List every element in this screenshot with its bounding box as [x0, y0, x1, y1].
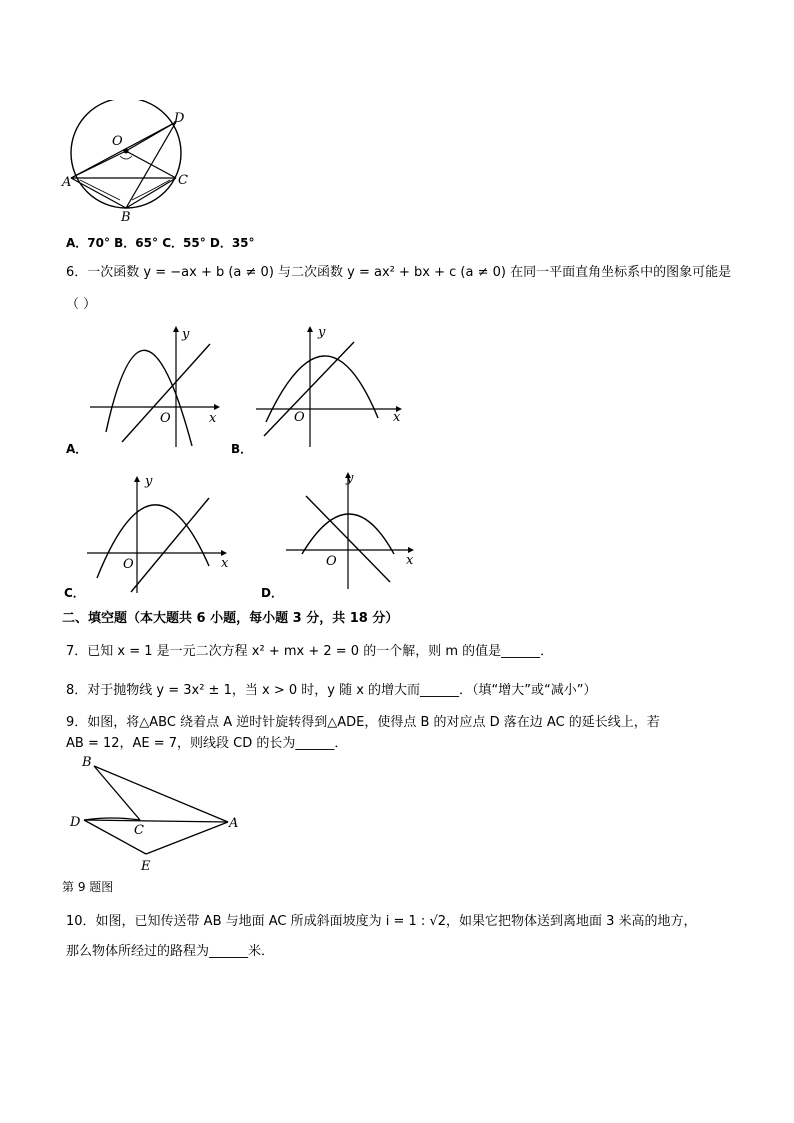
q5-angle-arc	[120, 156, 132, 159]
q6c-x-label: x	[221, 556, 229, 571]
q6-option-a-label: A．	[66, 442, 88, 456]
q6b-x-label: x	[393, 410, 401, 425]
q6c-parabola	[97, 505, 209, 578]
q6b-y-arrow-icon	[307, 326, 313, 332]
q6b-y-label: y	[318, 325, 326, 340]
q9-segment-da	[84, 820, 228, 822]
q6-option-d-label: D．	[261, 586, 283, 600]
q6-graph-a	[88, 322, 228, 447]
q10-line2: 那么物体所经过的路程为______米．	[66, 944, 275, 959]
q9-label-a: A	[229, 816, 239, 831]
q9-label-d: D	[70, 815, 81, 830]
q6-graph-d	[284, 464, 424, 589]
q9-caption: 第 9 题图	[62, 880, 114, 894]
q6d-x-label: x	[406, 553, 414, 568]
q6a-origin: O	[160, 411, 171, 426]
q6a-parabola	[106, 350, 192, 446]
q8-text: 8．对于抛物线 y = 3x² ± 1，当 x > 0 时，y 随 x 的增大而______．（填“增大”或“减小”）	[66, 683, 597, 698]
q6-stem: 6．一次函数 y = −ax + b (a ≠ 0) 与二次函数 y = ax² + bx + c (a ≠ 0) 在同一平面直角坐标系中的图象可能是	[66, 265, 732, 280]
q5-label-a: A	[62, 175, 72, 190]
q6c-origin: O	[123, 557, 134, 572]
q5-label-d: D	[174, 111, 185, 126]
q6-paren: （ ）	[66, 297, 97, 312]
q9-segment-ea	[146, 822, 228, 854]
q5-options: A．70° B．65° C．55° D．35°	[66, 236, 255, 250]
q6b-line	[264, 342, 354, 436]
q6-option-b-label: B．	[231, 442, 253, 456]
q9-triangle-figure	[66, 752, 246, 874]
q5-label-o: O	[112, 134, 123, 149]
q5-circle-figure	[60, 100, 200, 225]
q6d-y-label: y	[346, 471, 354, 486]
q9-label-b: B	[82, 755, 92, 770]
q5-circle	[71, 100, 181, 208]
q5-segment-ab	[71, 178, 126, 208]
q6b-parabola	[266, 356, 378, 422]
q6-graph-c	[85, 468, 245, 593]
q9-line1: 9．如图，将△ABC 绕着点 A 逆时针旋转得到△ADE，使得点 B 的对应点 D 落在边 AC 的延长线上，若	[66, 715, 660, 730]
q5-segment-bc	[126, 178, 176, 208]
q5-hatch-right	[132, 180, 170, 200]
q7-text: 7．已知 x = 1 是一元二次方程 x² + mx + 2 = 0 的一个解，则 m 的值是______．	[66, 644, 554, 659]
q9-segment-bc	[94, 766, 140, 820]
q6d-origin: O	[326, 554, 337, 569]
q6c-line	[131, 498, 209, 592]
q10-line1: 10．如图，已知传送带 AB 与地面 AC 所成斜面坡度为 i = 1 : √2，如果它把物体送到离地面 3 米高的地方，	[66, 914, 697, 929]
q6a-y-label: y	[182, 327, 190, 342]
q6-option-c-label: C．	[64, 586, 85, 600]
q6c-y-label: y	[145, 474, 153, 489]
section2-heading: 二、填空题（本大题共 6 小题，每小题 3 分，共 18 分）	[62, 611, 399, 626]
q6a-y-arrow-icon	[173, 326, 179, 332]
q6a-line	[122, 344, 210, 442]
q9-label-e: E	[141, 859, 151, 874]
q5-label-c: C	[178, 173, 188, 188]
q5-label-b: B	[121, 210, 131, 225]
q6b-origin: O	[294, 410, 305, 425]
q9-line2: AB = 12，AE = 7，则线段 CD 的长为______．	[66, 736, 348, 751]
q6-graph-b	[254, 322, 414, 447]
q6a-x-label: x	[209, 411, 217, 426]
q6a-x-arrow-icon	[214, 404, 220, 410]
q9-segment-ba	[94, 766, 228, 822]
q5-center-dot	[124, 149, 129, 154]
q6c-y-arrow-icon	[134, 476, 140, 482]
q9-label-c: C	[134, 823, 144, 838]
